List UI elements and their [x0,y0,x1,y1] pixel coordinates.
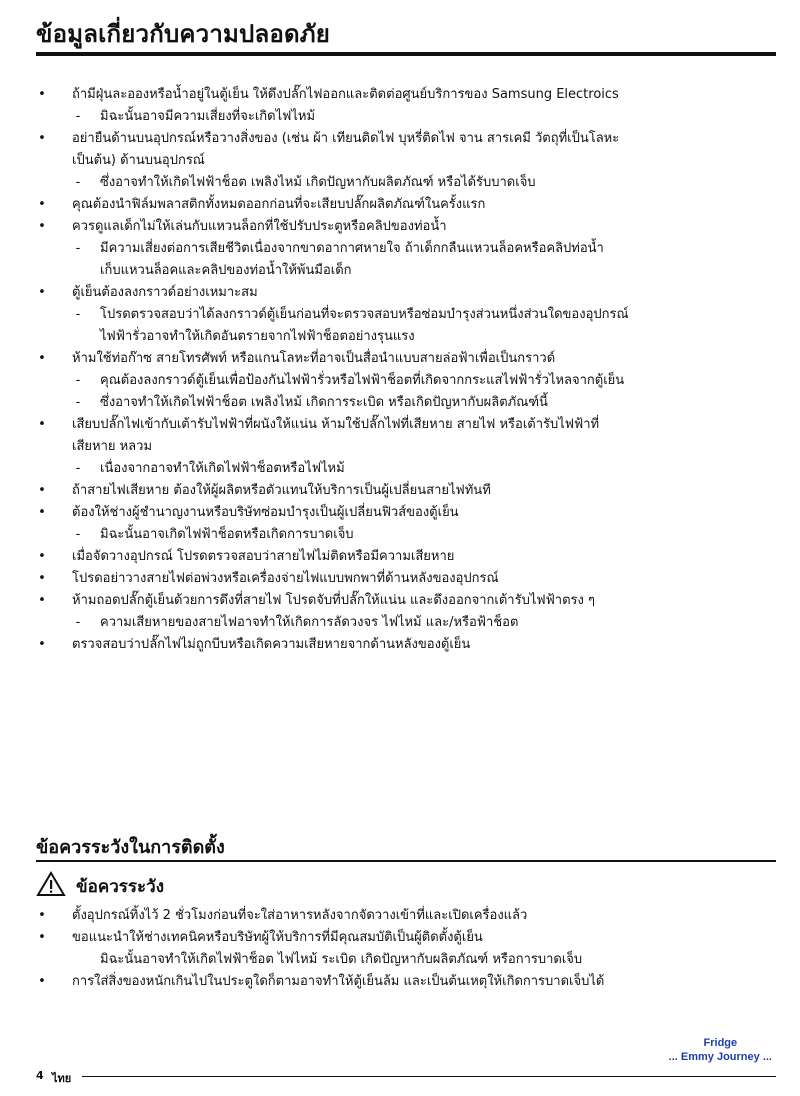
dash-icon: - [75,175,81,190]
item-text: โปรดตรวจสอบว่าได้ลงกราวด์ตู้เย็นก่อนที่จะตรวจสอบหรือซ่อมบำรุงส่วนหนึ่งส่วนใดของอุปกรณ์ [100,307,629,322]
bullet-dot-icon: • [38,351,46,366]
bullet-item [36,927,756,949]
item-text: ถ้ามีฝุ่นละอองหรือน้ำอยู่ในตู้เย็น ให้ดึงปลั๊กไฟออกและติดต่อศูนย์บริการของ Samsung Electroics [72,87,619,102]
bullet-dot-icon: • [38,549,46,564]
item-text: คุณต้องลงกราวด์ตู้เย็นเพื่อป้องกันไฟฟ้ารั่วหรือไฟฟ้าช็อตที่เกิดจากกระแสไฟฟ้ารั่วไหลจากตู้เย็น [100,373,625,388]
bullet-dot-icon: • [38,131,46,146]
bullet-dot-icon: • [38,285,46,300]
watermark-line-2: ... Emmy Journey ... [668,1051,772,1063]
sub-bullet-item [36,106,756,128]
continuation-line [36,949,756,971]
item-text: โปรดอย่าวางสายไฟต่อพ่วงหรือเครื่องจ่ายไฟแบบพกพาที่ด้านหลังของอุปกรณ์ [72,571,499,586]
bullet-item [36,282,756,304]
bullet-dot-icon: • [38,930,46,945]
item-text: ห้ามใช้ท่อก๊าซ สายโทรศัพท์ หรือแกนโลหะที่อาจเป็นสื่อนำแบบสายล่อฟ้าเพื่อเป็นกราวด์ [72,351,556,366]
watermark-line-1: Fridge [703,1037,738,1049]
dash-icon: - [75,373,81,388]
dash-icon: - [75,395,81,410]
install-section-title: ข้อควรระวังในการติดตั้ง [36,837,225,858]
sub-bullet-item [36,458,756,480]
item-text: มิฉะนั้นอาจมีความเสี่ยงที่จะเกิดไฟไหม้ [100,109,316,124]
title-rule [36,52,776,56]
item-text: การใส่สิ่งของหนักเกินไปในประตูใดก็ตามอาจทำให้ตู้เย็นล้ม และเป็นต้นเหตุให้เกิดการบาดเจ็บได้ [72,974,605,989]
dash-icon: - [75,615,81,630]
item-text: เมื่อจัดวางอุปกรณ์ โปรดตรวจสอบว่าสายไฟไม่ติดหรือมีความเสียหาย [72,549,455,564]
page-number: 4 [36,1069,44,1082]
warning-triangle-icon [36,871,66,901]
continuation-line [36,436,756,458]
item-text: มิฉะนั้นอาจเกิดไฟฟ้าช็อตหรือเกิดการบาดเจ็บ [100,527,354,542]
bullet-dot-icon: • [38,908,46,923]
sub-bullet-item [36,524,756,546]
caution-title: ข้อควรระวัง [76,876,164,897]
sub-bullet-item [36,304,756,326]
bullet-dot-icon: • [38,571,46,586]
dash-icon: - [75,527,81,542]
sub-bullet-item [36,172,756,194]
item-text: ตั้งอุปกรณ์ทิ้งไว้ 2 ชั่วโมงก่อนที่จะใส่อาหารหลังจากจัดวางเข้าที่และเปิดเครื่องแล้ว [72,908,528,923]
install-rule [36,860,776,862]
item-text: ไฟฟ้ารั่วอาจทำให้เกิดอันตรายจากไฟฟ้าช็อตอย่างรุนแรง [100,329,415,344]
item-text: ถ้าสายไฟเสียหาย ต้องให้ผู้ผลิตหรือตัวแทนให้บริการเป็นผู้เปลี่ยนสายไฟทันที [72,483,491,498]
bullet-item [36,414,756,436]
bullet-dot-icon: • [38,505,46,520]
bullet-dot-icon: • [38,593,46,608]
item-text: มีความเสี่ยงต่อการเสียชีวิตเนื่องจากขาดอากาศหายใจ ถ้าเด็กกลืนแหวนล็อคหรือคลิปท่อน้ำ [100,241,604,256]
bullet-item [36,128,756,150]
item-text: มิฉะนั้นอาจทำให้เกิดไฟฟ้าช็อต ไฟไหม้ ระเบิด เกิดปัญหากับผลิตภัณฑ์ หรือการบาดเจ็บ [100,952,583,967]
bullet-item [36,905,756,927]
item-text: ควรดูแลเด็กไม่ให้เล่นกับแหวนล็อกที่ใช้ปรับประตูหรือคลิปของท่อน้ำ [72,219,447,234]
item-text: อย่ายืนด้านบนอุปกรณ์หรือวางสิ่งของ (เช่น ผ้า เทียนติดไฟ บุหรี่ติดไฟ จาน สารเคมี วัตถุที่เป็นโลหะ [72,131,620,146]
bullet-item [36,480,756,502]
continuation-line [36,326,756,348]
dash-icon: - [75,109,81,124]
dash-icon: - [75,241,81,256]
page-title: ข้อมูลเกี่ยวกับความปลอดภัย [36,20,331,48]
bullet-dot-icon: • [38,197,46,212]
sub-bullet-item [36,392,756,414]
continuation-line [36,260,756,282]
continuation-line [36,150,756,172]
bullet-item [36,502,756,524]
bullet-item [36,568,756,590]
item-text: ตรวจสอบว่าปลั๊กไฟไม่ถูกบีบหรือเกิดความเสียหายจากด้านหลังของตู้เย็น [72,637,471,652]
item-text: ห้ามถอดปลั๊กตู้เย็นด้วยการดึงที่สายไฟ โปรดจับที่ปลั๊กให้แน่น และดึงออกจากเต้ารับไฟฟ้าตรง ๆ [72,593,595,608]
item-text: ซึ่งอาจทำให้เกิดไฟฟ้าช็อต เพลิงไหม้ เกิดปัญหากับผลิตภัณฑ์ หรือได้รับบาดเจ็บ [100,175,536,190]
bullet-item [36,546,756,568]
bullet-dot-icon: • [38,483,46,498]
dash-icon: - [75,461,81,476]
sub-bullet-item [36,370,756,392]
caution-header [36,872,164,900]
watermark [669,1036,772,1064]
sub-bullet-item [36,612,756,634]
bullet-dot-icon: • [38,974,46,989]
item-text: ต้องให้ช่างผู้ชำนาญงานหรือบริษัทซ่อมบำรุงเป็นผู้เปลี่ยนฟิวส์ของตู้เย็น [72,505,459,520]
bullet-dot-icon: • [38,87,46,102]
sub-bullet-item [36,238,756,260]
dash-icon: - [75,307,81,322]
bullet-item [36,634,756,656]
language-label: ไทย [52,1072,72,1085]
bullet-item [36,590,756,612]
bullet-item [36,84,756,106]
bullet-item [36,216,756,238]
footer-rule [82,1076,776,1077]
bullet-dot-icon: • [38,417,46,432]
bullet-item [36,348,756,370]
item-text: ตู้เย็นต้องลงกราวด์อย่างเหมาะสม [72,285,258,300]
item-text: เก็บแหวนล็อคและคลิปของท่อน้ำให้พ้นมือเด็ก [100,263,352,278]
item-text: เนื่องจากอาจทำให้เกิดไฟฟ้าช็อตหรือไฟไหม้ [100,461,345,476]
item-text: คุณต้องนำฟิล์มพลาสติกทั้งหมดออกก่อนที่จะเสียบปลั๊กผลิตภัณฑ์ในครั้งแรก [72,197,486,212]
item-text: เสียหาย หลวม [72,439,153,454]
bullet-item [36,194,756,216]
item-text: เป็นต้น) ด้านบนอุปกรณ์ [72,153,205,168]
item-text: ความเสียหายของสายไฟอาจทำให้เกิดการลัดวงจร ไฟไหม้ และ/หรือฟ้าช็อต [100,615,519,630]
item-text: ซึ่งอาจทำให้เกิดไฟฟ้าช็อต เพลิงไหม้ เกิดการระเบิด หรือเกิดปัญหากับผลิตภัณฑ์นี้ [100,395,548,410]
bullet-dot-icon: • [38,637,46,652]
item-text: ขอแนะนำให้ช่างเทคนิคหรือบริษัทผู้ให้บริการที่มีคุณสมบัติเป็นผู้ติดตั้งตู้เย็น [72,930,483,945]
bullet-item [36,971,756,993]
item-text: เสียบปลั๊กไฟเข้ากับเต้ารับไฟฟ้าที่ผนังให้แน่น ห้ามใช้ปลั๊กไฟที่เสียหาย สายไฟ หรือเต้ารับไฟฟ้าที่ [72,417,600,432]
bullet-dot-icon: • [38,219,46,234]
install-list [36,905,756,993]
safety-list [36,84,756,656]
